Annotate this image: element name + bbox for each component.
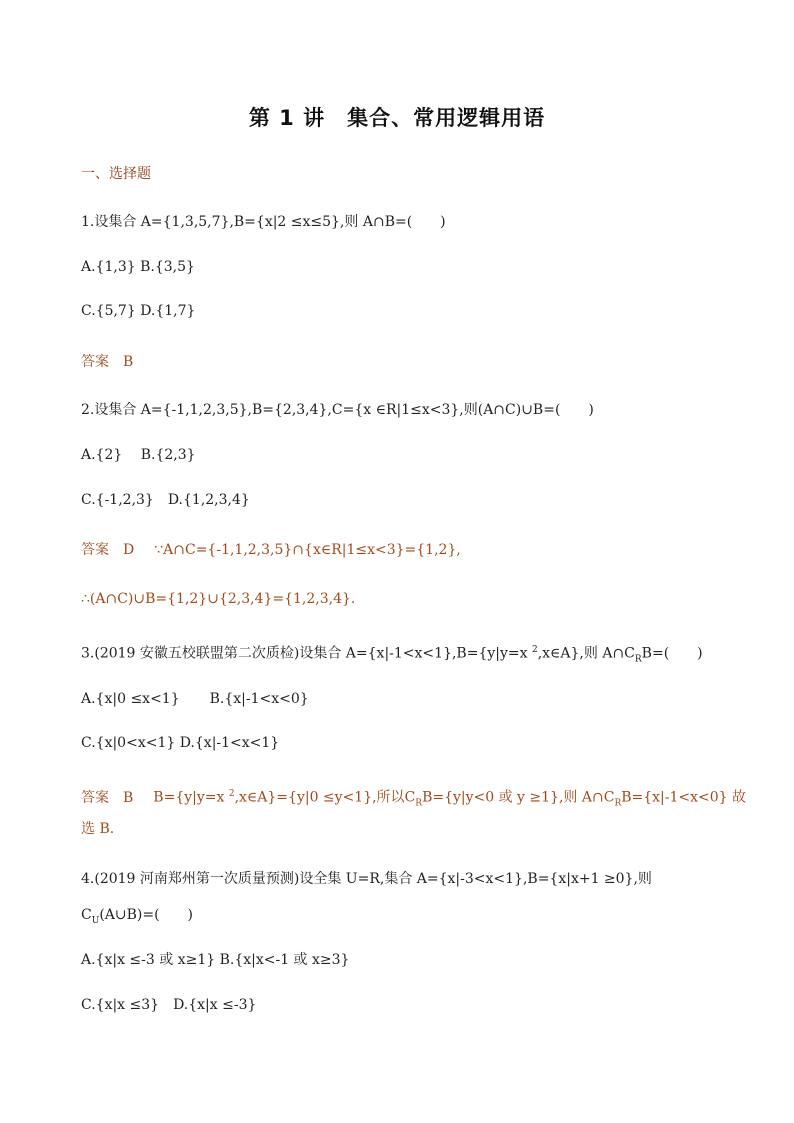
q4-stem-line1: 4.(2019 河南郑州第一次质量预测)设全集 U=R,集合 A={x|-3<x<1},B={x|x+1 ≥0},则: [81, 871, 652, 887]
q2-options-cd: C.{-1,2,3} D.{1,2,3,4}: [81, 492, 250, 508]
complement-symbol: C: [81, 907, 92, 923]
q2-stem: 2.设集合 A={-1,1,2,3,5},B={2,3,4},C={x ∈R|1≤x<3},则(A∩C)∪B=( ): [81, 402, 594, 418]
q3-stem-post: B=( ): [641, 645, 703, 662]
answer-letter: D: [123, 542, 135, 558]
answer-label: 答案: [81, 542, 109, 558]
answer-label: 答案: [81, 354, 109, 370]
q3-option-b: B.{x|-1<x<0}: [209, 691, 309, 707]
q3-explanation-a: B={y|y=x: [153, 789, 229, 806]
q3-answer: [81, 784, 746, 813]
q1-stem: 1.设集合 A={1,3,5,7},B={x|2 ≤x≤5},则 A∩B=( ): [81, 214, 446, 230]
complement-subscript: R: [614, 798, 622, 809]
complement-symbol: C: [624, 645, 635, 662]
q3-options-ab: [81, 689, 309, 709]
section-heading: 一、选择题: [81, 166, 151, 182]
q4-options-ab: A.{x|x ≤-3 或 x≥1} B.{x|x<-1 或 x≥3}: [81, 952, 350, 968]
q3-stem-superscript: 2: [531, 645, 538, 655]
complement-subscript: R: [415, 798, 423, 809]
q4-options-cd: C.{x|x ≤3} D.{x|x ≤-3}: [81, 997, 257, 1013]
q2-answer: [81, 540, 461, 560]
q3-explanation-c: B={y|y<0 或 y ≥1},则 A∩: [422, 789, 604, 806]
q3-stem-pre: 3.(2019 安徽五校联盟第二次质检)设集合 A={x|-1<x<1},B={y|y=x: [81, 645, 532, 662]
q1-options-cd: C.{5,7} D.{1,7}: [81, 303, 196, 319]
q2-explanation-line2: ∴(A∩C)∪B={1,2}∪{2,3,4}={1,2,3,4}.: [81, 591, 356, 607]
q3-explanation-b: ,x∈A}={y|0 ≤y<1},所以: [234, 789, 405, 806]
q2-options-ab: A.{2} B.{2,3}: [81, 447, 196, 463]
q3-stem: [81, 640, 703, 669]
complement-symbol: C: [404, 789, 416, 806]
q1-answer: [81, 352, 153, 372]
q3-options-cd: C.{x|0<x<1} D.{x|-1<x<1}: [81, 735, 280, 751]
page-title: 第 1 讲 集合、常用逻辑用语: [248, 106, 546, 130]
q3-option-a: A.{x|0 ≤x<1}: [81, 691, 180, 707]
answer-letter: B: [123, 789, 134, 806]
answer-letter: B: [123, 354, 134, 370]
q3-explanation-superscript: 2: [228, 789, 235, 799]
complement-subscript: R: [634, 654, 642, 665]
complement-subscript: U: [91, 915, 100, 926]
q4-stem-line2-rest: (A∪B)=( ): [99, 907, 194, 923]
answer-label: 答案: [81, 789, 109, 806]
q1-options-ab: A.{1,3} B.{3,5}: [81, 259, 195, 275]
q3-stem-mid: ,x∈A},则 A∩: [537, 645, 625, 662]
q3-explanation-line2: 选 B.: [81, 821, 115, 837]
q4-stem-line2: [81, 905, 193, 931]
complement-symbol: C: [603, 789, 615, 806]
q2-explanation-line1: ∵A∩C={-1,1,2,3,5}∩{x∈R|1≤x<3}={1,2},: [154, 542, 461, 558]
q3-explanation-d: B={x|-1<x<0} 故: [621, 789, 747, 806]
